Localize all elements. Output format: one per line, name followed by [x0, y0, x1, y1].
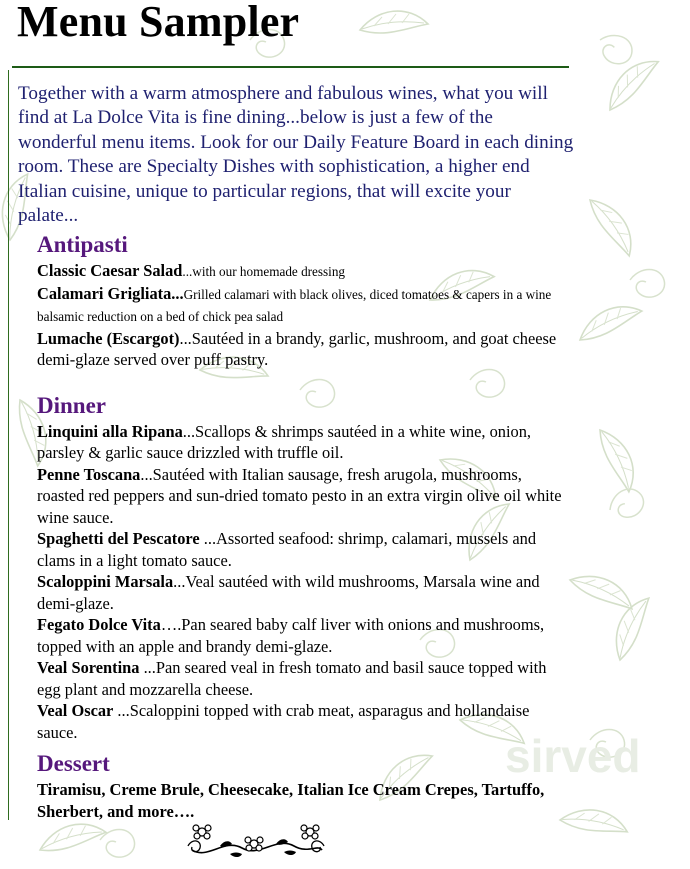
- menu-item-description: ...Scallops & shrimps sautéed in a white wine, onion, parsley & garlic sauce drizzled with truffle oil.: [37, 421, 532, 462]
- menu-item: [37, 700, 567, 743]
- menu-item: [37, 464, 567, 529]
- menu-item-name: Veal Oscar: [37, 701, 114, 720]
- menu-item-name: Penne Toscana: [37, 464, 141, 484]
- menu-item: [37, 657, 567, 700]
- menu-item-name: Veal Sorentina: [37, 658, 140, 677]
- menu-item-description: ….Pan seared baby calf liver with onions and mushrooms, topped with an apple and brandy demi-glaze.: [37, 615, 545, 656]
- menu-item: [37, 571, 567, 614]
- menu-item-name: Fegato Dolce Vita: [37, 615, 161, 634]
- menu-item-description: Grilled calamari with black olives, diced tomatoes & capers in a wine balsamic reduction on a bed of chick pea salad: [37, 286, 552, 324]
- menu-item-description: ...Sautéed in a brandy, garlic, mushroom, and goat cheese demi-glaze served over puff pastry.: [37, 328, 557, 369]
- dessert-list: Tiramisu, Creme Brule, Cheesecake, Italian Ice Cream Crepes, Tartuffo, Sherbert, and more….: [37, 780, 545, 821]
- left-vertical-rule: [8, 70, 9, 820]
- menu-item: [37, 528, 567, 571]
- section-heading-antipasti: Antipasti: [37, 232, 128, 257]
- menu-item: [37, 260, 567, 283]
- menu-item-name: Lumache (Escargot): [37, 328, 180, 348]
- section-heading-dessert: Dessert: [37, 751, 110, 776]
- menu-item: [37, 614, 567, 657]
- menu-item-description: ...with our homemade dressing: [182, 264, 346, 279]
- menu-item-description: ...Veal sautéed with wild mushrooms, Marsala wine and demi-glaze.: [37, 572, 540, 613]
- menu-item-name: Spaghetti del Pescatore: [37, 529, 200, 548]
- menu-item-name: Classic Caesar Salad: [37, 261, 183, 280]
- floral-ornament-icon: [184, 822, 328, 862]
- menu-item-name: Linquini alla Ripana: [37, 421, 183, 441]
- menu-item: [37, 421, 567, 464]
- menu-item-name: Calamari Grigliata...: [37, 283, 184, 303]
- section-heading-dinner: Dinner: [37, 392, 106, 418]
- menu-item-description: ...Assorted seafood: shrimp, calamari, mussels and clams in a light tomato sauce.: [37, 529, 537, 570]
- page-title: Menu Sampler: [17, 0, 300, 46]
- title-divider: [12, 66, 569, 68]
- menu-item-description: ...Sautéed with Italian sausage, fresh arugola, mushrooms, roasted red peppers and sun-dried tomato pesto in an extra virgin olive oil white wine sauce.: [37, 464, 562, 527]
- menu-item-name: Scaloppini Marsala: [37, 572, 174, 591]
- menu-item-description: ...Pan seared veal in fresh tomato and basil sauce topped with egg plant and mozzarella cheese.: [37, 658, 547, 699]
- menu-item-description: ...Scaloppini topped with crab meat, asparagus and hollandaise sauce.: [37, 701, 530, 742]
- menu-item: [37, 283, 567, 328]
- intro-paragraph: Together with a warm atmosphere and fabulous wines, what you will find at La Dolce Vita is fine dining...below is just a few of the wonderful menu items. Look for our Daily Feature Board in each dining room. These are Specialty Dishes with sophistication, a higher end Italian cuisine, unique to particular regions, that will excite your palate...: [18, 83, 574, 227]
- sirved-watermark: sirved: [505, 730, 641, 782]
- menu-item: [37, 328, 567, 371]
- menu-content: [37, 230, 567, 822]
